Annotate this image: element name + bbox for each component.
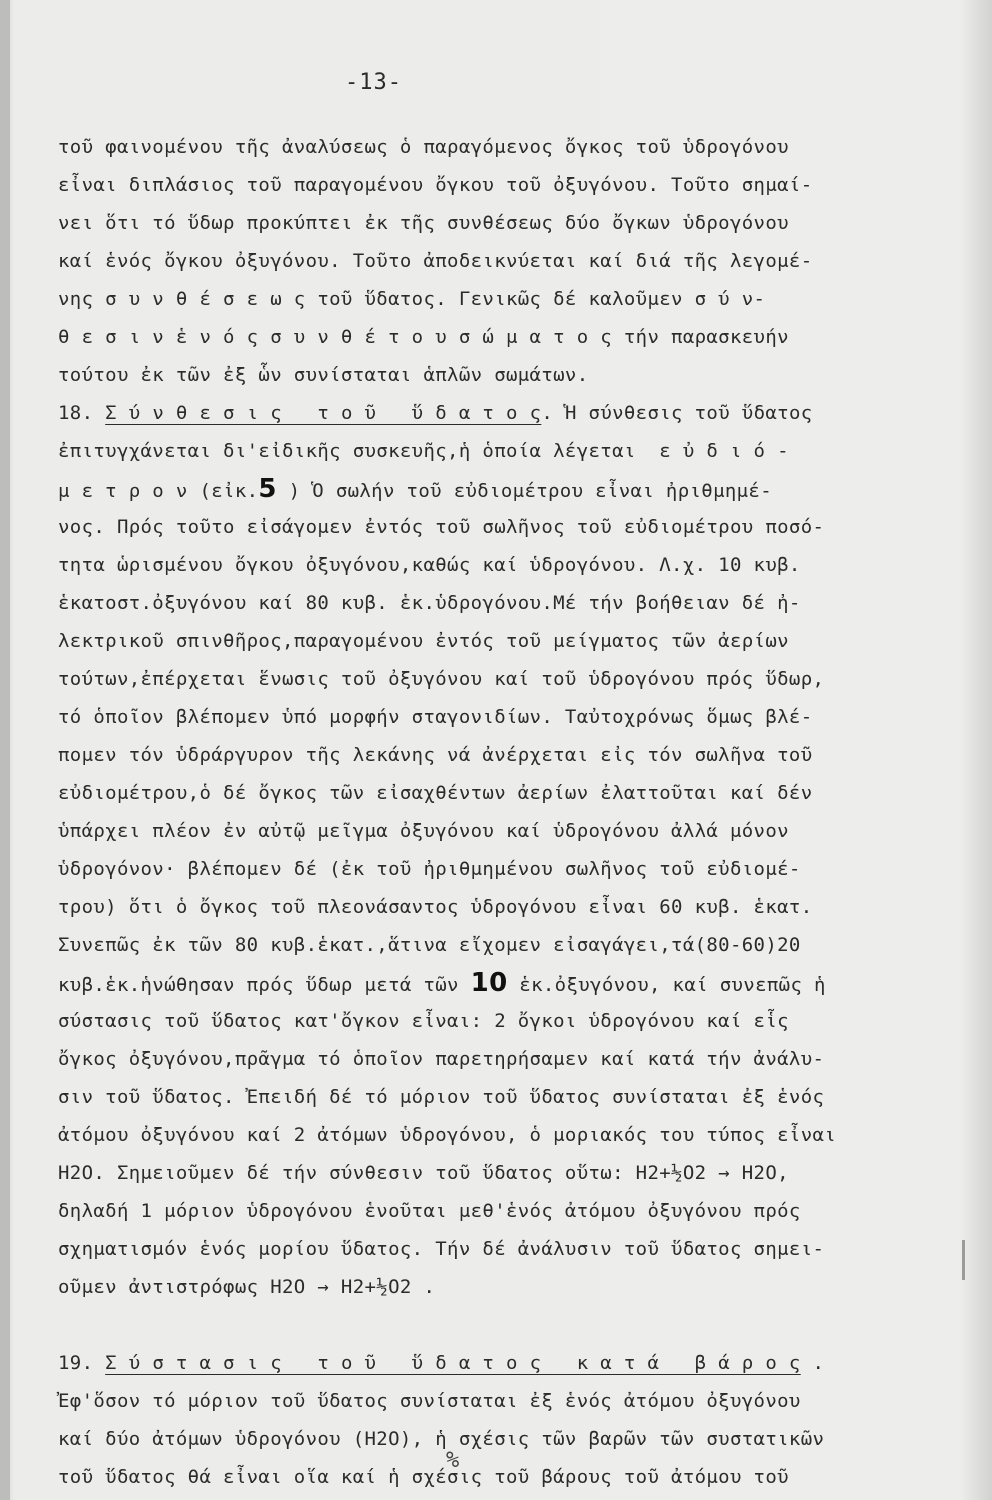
text-line: λεκτρικοῦ σπινθῆρος,παραγομένου ἐντός τοῦ μείγματος τῶν ἀερίων <box>58 630 789 652</box>
text-line: ὑδρογόνον· βλέπομεν δέ (ἐκ τοῦ ἠριθμημένου σωλῆνος τοῦ εὐδιομέ- <box>58 858 801 880</box>
text-line: ὄγκος ὀξυγόνου,πρᾶγμα τό ὁποῖον παρετηρήσαμεν καί κατά τήν ἀνάλυ- <box>58 1048 825 1070</box>
text-line: εἶναι διπλάσιος τοῦ παραγομένου ὄγκου τοῦ ὀξυγόνου. Τοῦτο σημαί- <box>58 174 813 196</box>
section-18-heading-line <box>58 394 964 432</box>
section-number: 19. <box>58 1352 94 1374</box>
section-19-heading-line <box>58 1344 964 1382</box>
text-line: τούτου ἐκ τῶν ἐξ ὧν συνίσταται ἁπλῶν σωμάτων. <box>58 364 589 386</box>
text-line: τρου) ὅτι ὁ ὄγκος τοῦ πλεονάσαντος ὑδρογόνου εἶναι 60 κυβ. ἑκατ. <box>58 896 813 918</box>
page-number: -13- <box>345 70 402 95</box>
page-edge-shadow <box>0 0 10 1500</box>
formula-line <box>58 1268 964 1306</box>
text-line: εὐδιομέτρου,ὁ δέ ὄγκος τῶν εἰσαχθέντων ἀερίων ἐλαττοῦται καί δέν <box>58 782 813 804</box>
text-fragment: μ ε τ ρ ο ν (εἰκ. <box>58 480 259 502</box>
text-line: θ ε σ ι ν ἑ ν ό ς σ υ ν θ έ τ ο υ σ ώ μ α τ ο ς τήν παρασκευήν <box>58 326 789 348</box>
section-title: Σ ύ ν θ ε σ ι ς τ ο ῦ ὕ δ α τ ο ς <box>105 402 542 424</box>
text-fragment: . Ἡ σύνθεσις τοῦ ὕδατος <box>541 402 813 424</box>
formula-line <box>58 1154 964 1192</box>
text-line: δηλαδή 1 μόριον ὑδρογόνου ἑνοῦται μεθ'ἑνός ἀτόμου ὀξυγόνου πρός <box>58 1200 801 1222</box>
figure-reference-line <box>58 470 964 508</box>
text-line: ἀτόμου ὀξυγόνου καί 2 ἀτόμων ὑδρογόνου, ὁ μοριακός του τύπος εἶναι <box>58 1124 837 1146</box>
text-line: τούτων,ἐπέρχεται ἕνωσις τοῦ ὀξυγόνου καί τοῦ ὑδρογόνου πρός ὕδωρ, <box>58 668 825 690</box>
analysis-formula: H2O → H2+½O2 . <box>270 1276 436 1298</box>
section-number: 18. <box>58 402 94 424</box>
text-line: Συνεπῶς ἐκ τῶν 80 κυβ.ἑκατ.,ἅτινα εἴχομεν εἰσαγάγει,τά(80-60)20 <box>58 934 801 956</box>
text-line: νει ὅτι τό ὕδωρ προκύπτει ἐκ τῆς συνθέσεως δύο ὄγκων ὑδρογόνου <box>58 212 789 234</box>
text-line: νος. Πρός τοῦτο εἰσάγομεν ἐντός τοῦ σωλῆνος τοῦ εὐδιομέτρου ποσό- <box>58 516 825 538</box>
handwritten-number: 10 <box>470 968 508 998</box>
text-line: πομεν τόν ὑδράργυρον τῆς λεκάνης νά ἀνέρχεται εἰς τόν σωλῆνα τοῦ <box>58 744 813 766</box>
handwritten-figure-number: 5 <box>258 474 277 504</box>
footer-mark: % <box>446 1448 460 1473</box>
handwritten-number-line <box>58 964 964 1002</box>
text-fragment: ) Ὁ σωλήν τοῦ εὐδιομέτρου εἶναι ἠριθμημέ- <box>276 480 773 502</box>
section-title: Σ ύ σ τ α σ ι ς τ ο ῦ ὕ δ α τ ο ς κ α τ ά β ά ρ ο ς <box>105 1352 801 1374</box>
text-line: ἑκατοστ.ὀξυγόνου καί 80 κυβ. ἑκ.ὑδρογόνου.Μέ τήν βοήθειαν δέ ἠ- <box>58 592 801 614</box>
text-fragment: . <box>800 1352 825 1374</box>
text-line: σιν τοῦ ὕδατος. Ἐπειδή δέ τό μόριον τοῦ ὕδατος συνίσταται ἐξ ἑνός <box>58 1086 825 1108</box>
text-line: καί ἑνός ὄγκου ὀξυγόνου. Τοῦτο ἀποδεικνύεται καί διά τῆς λεγομέ- <box>58 250 813 272</box>
text-fragment: ἑκ.ὀξυγόνου, καί συνεπῶς ἡ <box>507 974 826 996</box>
text-line: ὑπάρχει πλέον ἐν αὐτῷ μεῖγμα ὀξυγόνου καί ὑδρογόνου ἀλλά μόνον <box>58 820 789 842</box>
text-line: τητα ὡρισμένου ὄγκου ὀξυγόνου,καθώς καί ὑδρογόνου. Λ.χ. 10 κυβ. <box>58 554 801 576</box>
text-line: τοῦ ὕδατος θά εἶναι οἵα καί ἡ σχέσις τοῦ βάρους τοῦ ἀτόμου τοῦ <box>58 1466 789 1488</box>
text-line: σχηματισμόν ἑνός μορίου ὕδατος. Τήν δέ ἀνάλυσιν τοῦ ὕδατος σημει- <box>58 1238 825 1260</box>
text-line: τοῦ φαινομένου τῆς ἀναλύσεως ὁ παραγόμενος ὄγκος τοῦ ὑδρογόνου <box>58 136 789 158</box>
blank-line <box>58 1306 964 1344</box>
text-line: τό ὁποῖον βλέπομεν ὑπό μορφήν σταγονιδίων. Ταὐτοχρόνως ὅμως βλέ- <box>58 706 813 728</box>
text-fragment: οῦμεν ἀντιστρόφως <box>58 1276 271 1298</box>
text-line: ἐπιτυγχάνεται δι'εἰδικῆς συσκευῆς,ἡ ὁποία λέγεται ε ὐ δ ι ό - <box>58 440 789 462</box>
synthesis-formula: H2+½O2 → H2O, <box>635 1162 789 1184</box>
text-line: Ἐφ'ὅσον τό μόριον τοῦ ὕδατος συνίσταται ἐξ ἑνός ἀτόμου ὀξυγόνου <box>58 1390 801 1412</box>
text-line: σύστασις τοῦ ὕδατος κατ'ὄγκον εἶναι: 2 ὄγκοι ὑδρογόνου καί εἷς <box>58 1010 789 1032</box>
text-fragment: H2O. Σημειοῦμεν δέ τήν σύνθεσιν τοῦ ὕδατος οὕτω: <box>58 1162 636 1184</box>
text-line: καί δύο ἀτόμων ὑδρογόνου (H2O), ἡ σχέσις τῶν βαρῶν τῶν συστατικῶν <box>58 1428 825 1450</box>
body-text <box>58 128 964 1496</box>
text-fragment: κυβ.ἑκ.ἡνώθησαν πρός ὕδωρ μετά τῶν <box>58 974 471 996</box>
text-line: νης σ υ ν θ έ σ ε ω ς τοῦ ὕδατος. Γενικῶς δέ καλοῦμεν σ ύ ν- <box>58 288 766 310</box>
